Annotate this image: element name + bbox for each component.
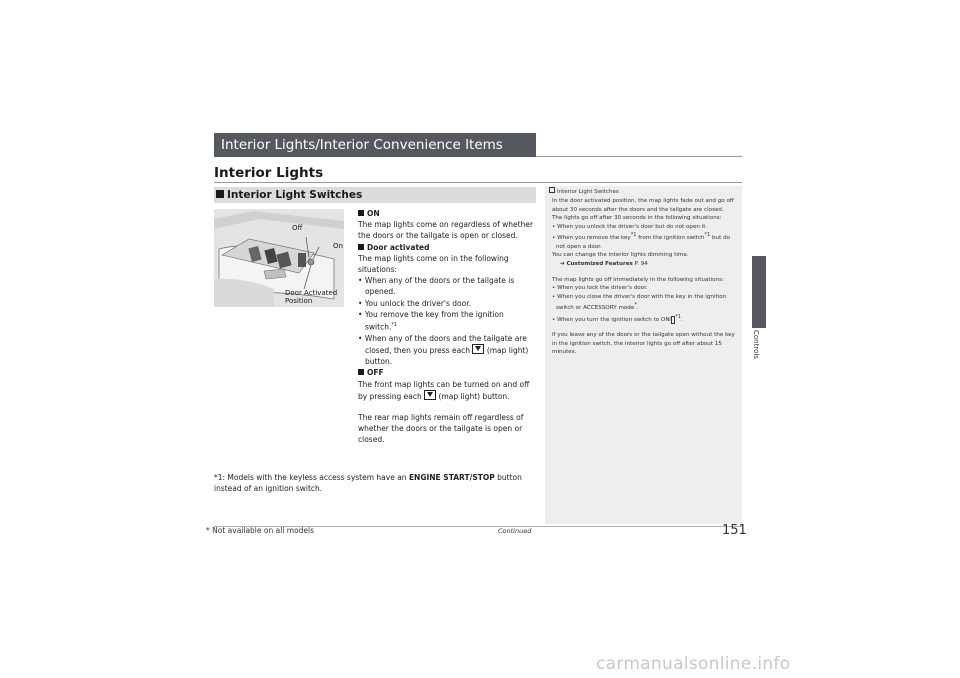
label-door-activated: Door Activated — [285, 289, 338, 297]
chapter-tab[interactable] — [752, 256, 766, 328]
off-heading: OFF — [358, 367, 538, 378]
on-description: The map lights come on regardless of whether the doors or the tailgate is open or closed. — [358, 220, 534, 241]
list-item: • When any of the doors or the tailgate is opened. — [358, 276, 515, 297]
page-subtitle: Interior Lights — [214, 165, 324, 181]
map-light-icon — [472, 344, 484, 354]
chapter-tab-label: Controls — [752, 330, 760, 359]
subsection-header — [214, 187, 536, 203]
square-bullet-icon — [358, 244, 364, 250]
on-heading: ON — [358, 208, 538, 219]
label-off: Off — [292, 224, 303, 232]
list-item: • When you lock the driver's door. — [552, 285, 648, 292]
switch-descriptions — [358, 208, 538, 446]
title-rule — [536, 156, 742, 157]
subtitle-rule — [214, 182, 742, 183]
interior-light-illustration — [214, 209, 344, 307]
arrow-icon: ➔ — [560, 261, 565, 268]
square-bullet-icon — [216, 190, 224, 198]
off-description: The front map lights can be turned on and off by pressing each (map light) button. — [358, 379, 530, 401]
list-item: • When you unlock the driver's door but do not open it. — [552, 223, 708, 230]
square-bullet-icon — [358, 369, 364, 375]
cross-reference[interactable]: ➔ Customized Features P. 94 — [560, 261, 648, 268]
door-activated-heading: Door activated — [358, 242, 538, 253]
list-item: • When you close the driver's door with the key in the ignition switch or ACCESSORY mode*. — [552, 293, 727, 312]
list-item: • When you turn the ignition switch to ON II $^{*1}$. — [552, 313, 683, 323]
label-on: On — [333, 242, 343, 250]
page-number: 151 — [722, 523, 747, 538]
note-title: Interior Light Switches — [549, 187, 619, 195]
list-item: • When you remove the key$^{*1}$ from the ignition switch$^{*1}$ but do not open a door. — [552, 232, 731, 250]
continued-label: Continued — [498, 527, 532, 535]
list-item: • When any of the doors and the tailgate are closed, then you press each (map light) button. — [358, 333, 529, 367]
note-text: In the door activated position, the map lights fade out and go off about 30 seconds after the doors and the tailgate are closed. The lights go off after 30 seconds in the following situations: • When you unlock the driver's door but do not open it. • When you remove the key$^{*1}$ from the ignition switch$^{*1}$ but do not open a door. You can change the interior lights dimming time. ➔ Customized Features P. 94 The map lights go off immediately in the following situations: • When you lock the driver's door. • When you close the driver's door with the key in the ignition switch or ACCESSORY mode*. • When you turn the ignition switch to ON II $^{*1}$. If you leave any of the doors or the tailgate open without the key in the ignition switch, the interior lights go off after about 15 minutes. — [552, 197, 738, 357]
availability-note: * Not available on all models — [206, 526, 315, 535]
ignition-on-icon: II — [671, 316, 675, 324]
rear-lights-description: The rear map lights remain off regardless of whether the doors or the tailgate is open or closed. — [358, 412, 524, 445]
door-activated-description: The map lights come on in the following situations: — [358, 253, 509, 275]
list-item: • You remove the key from the ignition switch.$^{*1}$ — [358, 309, 504, 332]
square-bullet-icon — [358, 210, 364, 216]
map-light-icon — [424, 390, 436, 400]
list-item: • You unlock the driver's door. — [358, 298, 471, 308]
section-title: Interior Lights/Interior Convenience Items — [214, 133, 536, 157]
subsection-title: Interior Light Switches — [227, 189, 363, 201]
label-position: Position — [285, 297, 313, 305]
note-icon — [549, 187, 555, 193]
footnote: *1: Models with the keyless access system have an ENGINE START/STOP button instead of an ignition switch. — [214, 473, 522, 494]
watermark: carmanualsonline.info — [596, 654, 791, 674]
